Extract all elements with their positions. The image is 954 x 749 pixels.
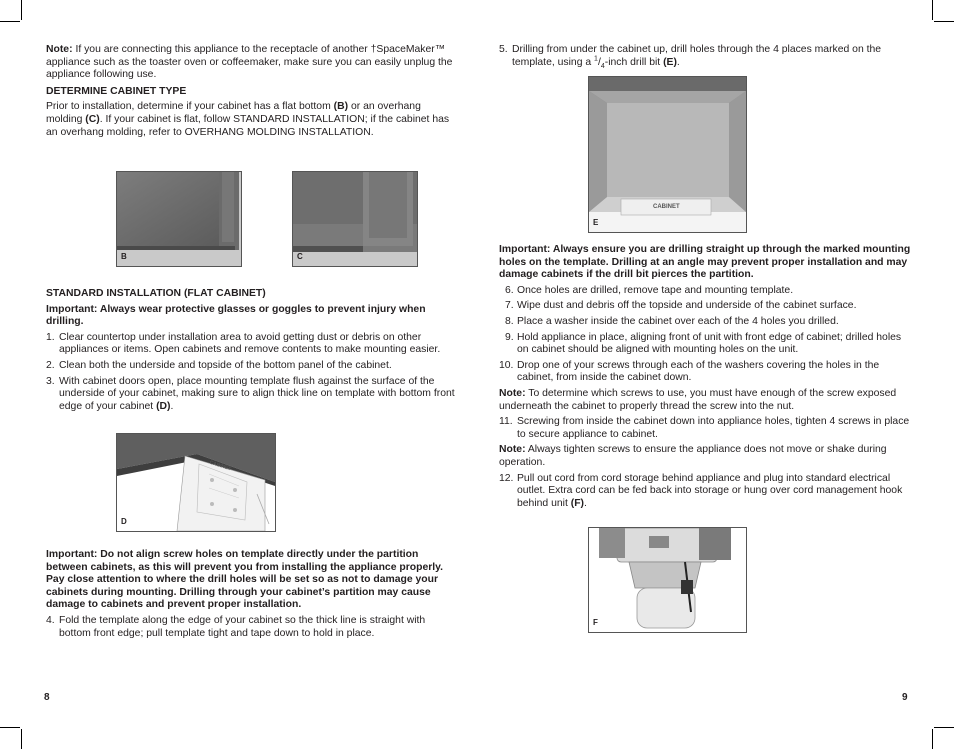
step-text: . xyxy=(170,400,174,412)
step-text: Hold appliance in place, aligning front of unit with front edge of cabinet; drilled holes on cabinet should be aligned with mounting holes on the unit. xyxy=(517,331,902,356)
list-item xyxy=(46,360,456,373)
figure-d xyxy=(116,433,276,532)
step-text: Drop one of your screws through each of the washers covering the holes in the cabinet, from inside the cabinet down. xyxy=(517,359,880,384)
cabinet-text: or an overhang molding xyxy=(46,101,421,125)
step-number: 11. xyxy=(499,416,513,428)
list-item xyxy=(499,332,911,357)
crop-mark xyxy=(21,729,22,749)
step-text: . xyxy=(676,56,680,68)
step-text: Fold the template along the edge of your cabinet so the thick line is straight with bottom front edge; pull template tight and tape down to hold in place. xyxy=(59,614,426,639)
note-screws-paragraph xyxy=(499,388,911,413)
crop-mark xyxy=(0,21,20,22)
list-item xyxy=(46,376,456,414)
figure-e-cabinet-text: CABINET xyxy=(653,204,680,210)
crop-mark xyxy=(21,0,22,20)
left-page-bottom xyxy=(46,549,456,643)
step-text: Clear countertop under installation area to avoid getting dust or debris on other appliances or items. Open cabinets and remove contents to make mounting easier. xyxy=(59,331,441,356)
left-page xyxy=(46,44,456,142)
crop-mark xyxy=(932,729,933,749)
step-text: Drilling from under the cabinet up, drill holes through the 4 places marked on the template, using a xyxy=(512,44,882,68)
figure-b xyxy=(116,171,242,267)
figure-d-cabinet-text: CABINET xyxy=(208,459,232,473)
note-label: Note: xyxy=(499,387,526,399)
steps-list-4 xyxy=(499,285,911,385)
list-item xyxy=(499,473,911,511)
heading-cabinet-type: DETERMINE CABINET TYPE xyxy=(46,85,187,97)
left-page-lower xyxy=(46,284,456,416)
template-illustration xyxy=(117,434,275,531)
cabinet-text: . If your cabinet is flat, follow STANDARD INSTALLATION; if the cabinet has an overhang molding, refer to OVERHANG MOLDING INSTALLATION. xyxy=(46,113,450,138)
step-text: Place a washer inside the cabinet over each of the 4 holes you drilled. xyxy=(517,315,839,327)
step-number: 5. xyxy=(499,44,508,55)
fraction-denominator: 4 xyxy=(600,62,605,70)
page-number-right: 9 xyxy=(902,692,908,703)
step-number: 1. xyxy=(46,331,55,343)
note-text: Always tighten screws to ensure the appliance does not move or shake during operation. xyxy=(499,444,887,468)
steps-list-2 xyxy=(46,615,456,640)
step-number: 7. xyxy=(505,300,514,312)
list-item xyxy=(499,285,911,298)
fraction-numerator: 1 xyxy=(594,55,598,63)
step-number: 10. xyxy=(499,359,514,371)
crop-mark xyxy=(934,21,954,22)
figure-ref-b: (B) xyxy=(333,101,349,113)
crop-mark xyxy=(932,0,933,20)
list-item xyxy=(499,360,911,385)
step-text: . xyxy=(584,497,587,509)
steps-list-6 xyxy=(499,473,911,511)
step-text: Screwing from inside the cabinet down into appliance holes, tighten 4 screws in place to secure appliance to cabinet. xyxy=(517,416,910,440)
list-item xyxy=(499,300,911,313)
note-label: Note: xyxy=(46,44,73,55)
step-number: 3. xyxy=(46,375,55,387)
step-text: Wipe dust and debris off the topside and underside of the cabinet surface. xyxy=(517,300,857,312)
steps-list-1 xyxy=(46,332,456,414)
note-text: If you are connecting this appliance to the receptacle of another †SpaceMaker™ appliance such as the toaster oven or coffeemaker, make sure you can easily unplug the appliance following use. xyxy=(46,44,453,81)
overhang-cabinet-illustration xyxy=(293,172,417,266)
step-text: Clean both the underside and topside of the bottom panel of the cabinet. xyxy=(59,359,392,371)
step-text: -inch drill bit xyxy=(604,56,664,68)
flat-cabinet-illustration xyxy=(117,172,241,266)
important-screw-holes: Important: Do not align screw holes on template directly under the partition between cabinets, as this will prevent you from installing the appliance properly. Pay close attention to where the drill holes will be set so as not to damage your cabinets during mounting. Drilling through your cabinet’s partition may cause damage to cabinets and prevent proper installation. xyxy=(46,549,444,611)
figure-d-label: D xyxy=(121,517,127,527)
step-number: 8. xyxy=(505,315,514,327)
list-item: 5. Drilling from under the cabinet up, drill holes through the 4 places marked on the template, using a $^1/_4$-inch drill bit (E). xyxy=(499,44,882,70)
list-item xyxy=(46,332,456,357)
figure-c xyxy=(292,171,418,267)
step-number: 9. xyxy=(505,331,514,343)
cabinet-type-paragraph xyxy=(46,101,456,139)
step-text: Once holes are drilled, remove tape and mounting template. xyxy=(517,284,794,296)
cabinet-text: Prior to installation, determine if your cabinet has a flat bottom xyxy=(46,101,334,113)
list-item xyxy=(499,316,911,329)
appliance-cord-illustration xyxy=(589,528,746,632)
figure-ref-e: (E) xyxy=(663,56,677,68)
note-text: To determine which screws to use, you must have enough of the screw exposed underneath the cabinet to properly thread the screw into the nut. xyxy=(499,387,897,412)
figure-f-label: F xyxy=(593,618,598,628)
figure-ref-f: (F) xyxy=(570,497,585,509)
figure-e-label: E xyxy=(593,218,599,228)
step-text: Pull out cord from cord storage behind appliance and plug into standard electrical outlet. Extra cord can be fed back into storage or hung over cord management hook behind unit xyxy=(517,472,903,509)
steps-list-5 xyxy=(499,416,911,441)
crop-mark xyxy=(934,727,954,728)
figure-b-label: B xyxy=(121,252,127,262)
step-number: 4. xyxy=(46,614,55,626)
right-page-middle xyxy=(499,244,911,513)
step-number: 12. xyxy=(499,472,514,484)
page-number-left: 8 xyxy=(44,692,50,703)
crop-mark xyxy=(0,727,20,728)
figure-f xyxy=(588,527,747,633)
important-drilling-angle: Important: Always ensure you are drilling straight up through the marked mounting holes on the template. Drilling at an angle may prevent proper installation and may damage cabinets if the drill bit pierces the partition. xyxy=(499,244,911,281)
note-label: Note: xyxy=(499,444,526,456)
heading-standard-installation: STANDARD INSTALLATION (FLAT CABINET) xyxy=(46,288,266,299)
note-tighten-paragraph xyxy=(499,444,911,469)
figure-ref-c: (C) xyxy=(85,113,100,125)
important-glasses: Important: Always wear protective glasses or goggles to prevent injury when drilling. xyxy=(46,303,426,328)
step-text: With cabinet doors open, place mounting template flush against the surface of the underside of your cabinet, making sure to align thick line on template with bottom front edge of your cabinet xyxy=(59,375,455,412)
list-item xyxy=(499,416,911,441)
list-item xyxy=(46,615,456,640)
steps-list-3 xyxy=(499,44,911,69)
right-page xyxy=(499,44,911,72)
figure-ref-d: (D) xyxy=(156,400,171,412)
figure-e xyxy=(588,76,747,233)
step-number: 6. xyxy=(505,284,514,296)
note-paragraph xyxy=(46,44,456,82)
step-number: 2. xyxy=(46,359,55,371)
figure-c-label: C xyxy=(297,252,303,262)
